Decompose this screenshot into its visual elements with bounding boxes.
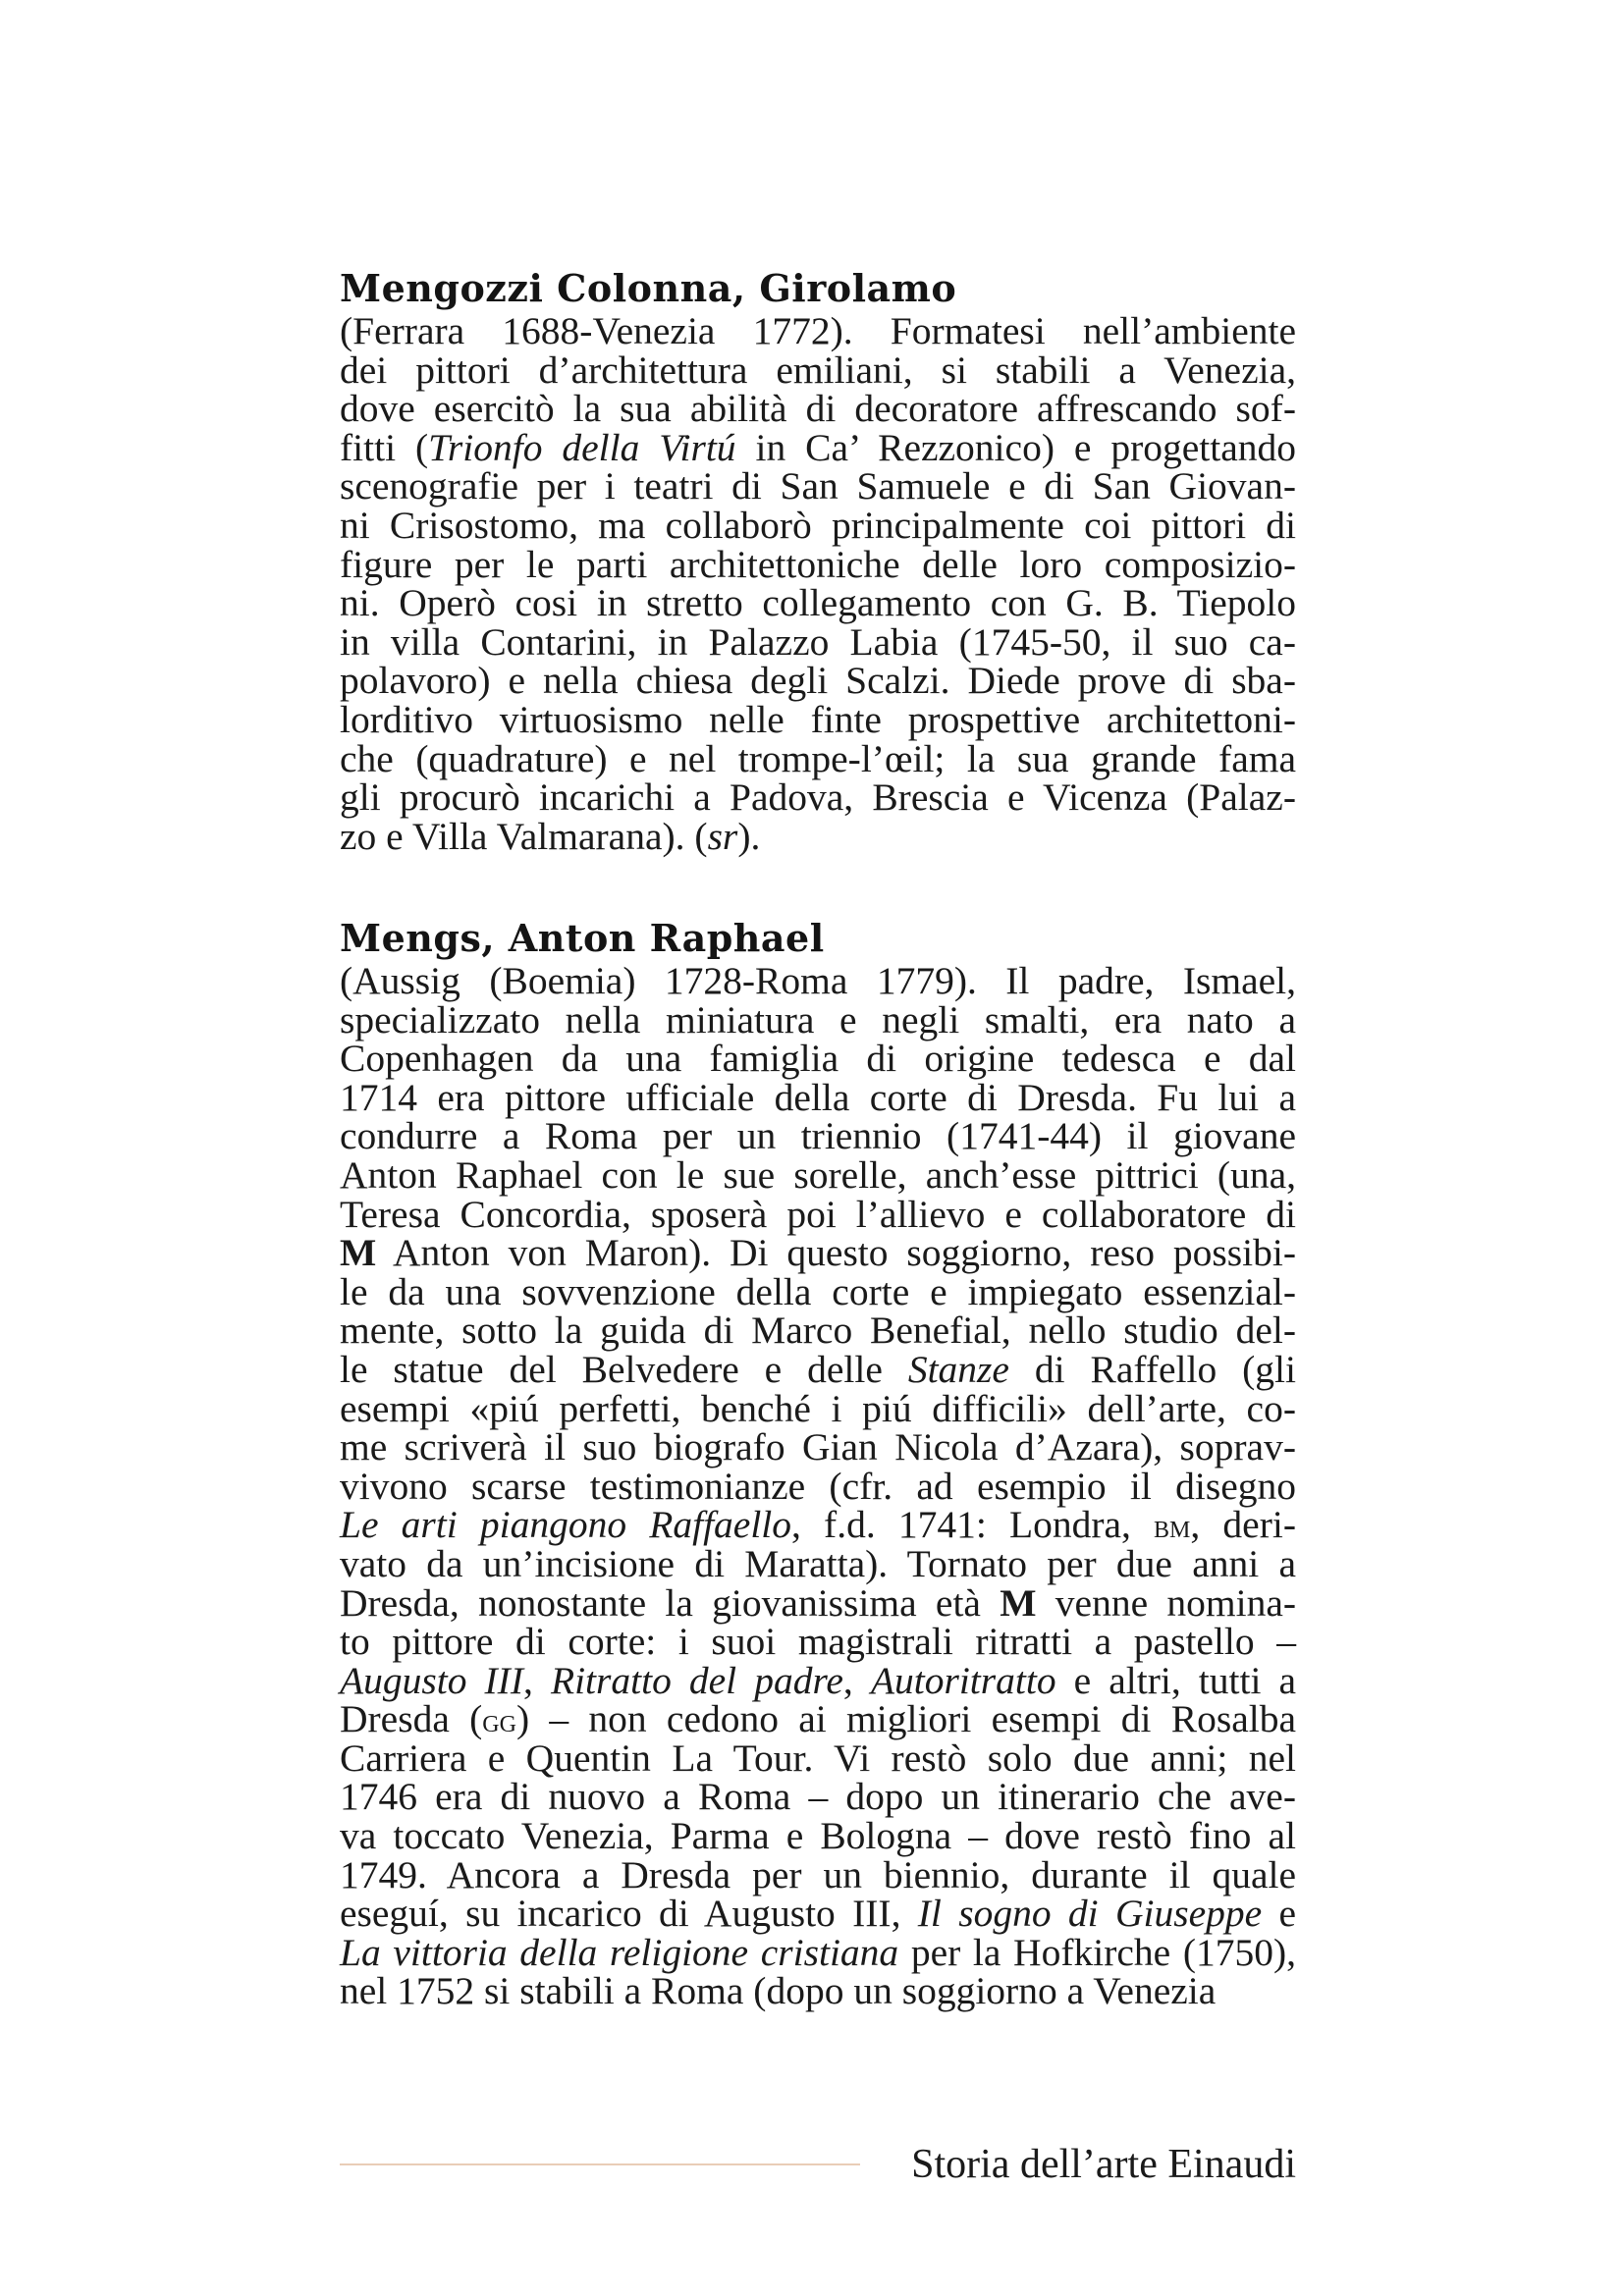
entry-title: Mengs, Anton Raphael bbox=[340, 916, 825, 960]
text-line bbox=[340, 1697, 1296, 1741]
text-line bbox=[340, 309, 1296, 352]
text-line bbox=[340, 814, 1296, 858]
text-line bbox=[340, 1192, 1296, 1236]
text-line bbox=[340, 1075, 1296, 1119]
text-line bbox=[340, 1541, 1296, 1585]
text-run: 1749. Ancora a Dresda per un biennio, durante il quale bbox=[340, 1852, 1296, 1896]
text-line bbox=[340, 1620, 1296, 1664]
text-run: di Raffello (gli bbox=[1008, 1347, 1297, 1391]
text-run: specializzato nella miniatura e negli smalti, era nato a bbox=[340, 997, 1296, 1041]
entry-mengs bbox=[340, 915, 1296, 2011]
footer-rule bbox=[340, 2163, 860, 2165]
text-run: ni. Operò cosi in stretto collegamento con G. B. Tiepolo bbox=[340, 581, 1296, 625]
text-run: (Aussig (Boemia) 1728-Roma 1779). Il padre, Ismael, bbox=[340, 959, 1296, 1002]
text-line bbox=[340, 1892, 1296, 1936]
text-line bbox=[340, 1775, 1296, 1819]
text-run: figure per le parti architettoniche delle loro composizio- bbox=[340, 542, 1296, 586]
text-run: ). bbox=[737, 814, 761, 858]
text-run: Teresa Concordia, sposerà poi l’allievo e collaboratore di bbox=[340, 1192, 1296, 1236]
text-run: nel 1752 si stabili a Roma (dopo un soggiorno a Venezia bbox=[340, 1969, 1217, 2013]
text-line bbox=[340, 1037, 1296, 1081]
text-run: le da una sovvenzione della corte e impiegato essenzial- bbox=[340, 1269, 1296, 1313]
text-line bbox=[340, 1308, 1296, 1353]
text-run: to pittore di corte: i suoi magistrali ritratti a pastello – bbox=[340, 1620, 1296, 1664]
text-line bbox=[340, 1814, 1296, 1858]
entry-mengozzi-colonna bbox=[340, 265, 1296, 856]
text-run: Trionfo della Virtú bbox=[428, 425, 736, 469]
text-run: La vittoria della religione cristiana bbox=[340, 1930, 899, 1974]
text-run: venne nomina- bbox=[1036, 1580, 1296, 1625]
text-line bbox=[340, 1152, 1296, 1197]
footer-title: Storia dell’arte Einaudi bbox=[911, 2142, 1296, 2187]
text-run: condurre a Roma per un triennio (1741-44) il giovane bbox=[340, 1114, 1296, 1158]
text-run: Stanze bbox=[907, 1347, 1009, 1391]
text-run: bm bbox=[1154, 1509, 1191, 1546]
text-run: , f.d. 1741: Londra, bbox=[791, 1503, 1155, 1547]
text-run: M bbox=[1000, 1580, 1037, 1625]
text-run: polavoro) e nella chiesa degli Scalzi. Diede prove di sba- bbox=[340, 659, 1296, 703]
text-run: Dresda, nonostante la giovanissima età bbox=[340, 1580, 1001, 1625]
text-run: 1746 era di nuovo a Roma – dopo un itinerario che ave- bbox=[340, 1775, 1296, 1819]
text-line bbox=[340, 1969, 1296, 2013]
text-run: , bbox=[842, 1658, 871, 1702]
entry-title: Mengozzi Colonna, Girolamo bbox=[340, 266, 957, 310]
text-line bbox=[340, 1269, 1296, 1313]
text-line bbox=[340, 1231, 1296, 1275]
text-run: dove esercitò la sua abilità di decoratore affrescando sof- bbox=[340, 387, 1296, 431]
text-run: zo e Villa Valmarana). ( bbox=[340, 814, 708, 858]
text-line bbox=[340, 1503, 1296, 1547]
text-run: sr bbox=[707, 814, 738, 858]
page-footer bbox=[340, 2140, 1296, 2189]
text-run: me scriverà il suo biografo Gian Nicola d’Azara), soprav- bbox=[340, 1425, 1296, 1469]
text-line bbox=[340, 1464, 1296, 1508]
text-line bbox=[340, 387, 1296, 431]
text-line bbox=[340, 503, 1296, 547]
text-run: Le arti piangono Raffaello bbox=[340, 1503, 792, 1547]
text-run: Il sogno di Giuseppe bbox=[917, 1892, 1263, 1936]
text-run: (Ferrara 1688-Venezia 1772). Formatesi nell’ambiente bbox=[340, 309, 1296, 352]
text-line bbox=[340, 1852, 1296, 1896]
text-line bbox=[340, 581, 1296, 625]
text-run: , deri- bbox=[1190, 1503, 1296, 1547]
text-run: 1714 era pittore ufficiale della corte di Dresda. Fu lui a bbox=[340, 1075, 1296, 1119]
entry-body bbox=[340, 959, 1297, 2013]
text-line bbox=[340, 1425, 1296, 1469]
text-line bbox=[340, 347, 1296, 392]
text-run: in Ca’ Rezzonico) e progettando bbox=[735, 425, 1296, 469]
text-run: , bbox=[523, 1658, 551, 1702]
text-run: e altri, tutti a bbox=[1055, 1658, 1297, 1702]
text-run: eseguí, su incarico di Augusto III, bbox=[340, 1892, 918, 1936]
text-line bbox=[340, 736, 1296, 780]
text-run: Copenhagen da una famiglia di origine tedesca e dal bbox=[340, 1037, 1296, 1081]
text-line bbox=[340, 1735, 1296, 1780]
text-run: mente, sotto la guida di Marco Benefial, nello studio del- bbox=[340, 1308, 1296, 1353]
text-run: dei pittori d’architettura emiliani, si stabili a Venezia, bbox=[340, 347, 1296, 392]
entry-body bbox=[340, 309, 1296, 858]
text-run: vato da un’incisione di Maratta). Tornato per due anni a bbox=[340, 1541, 1296, 1585]
text-run: va toccato Venezia, Parma e Bologna – dove restò fino al bbox=[340, 1814, 1296, 1858]
text-line bbox=[340, 425, 1296, 469]
text-run: vivono scarse testimonianze (cfr. ad esempio il disegno bbox=[340, 1464, 1296, 1508]
text-line bbox=[340, 1930, 1296, 1974]
text-line bbox=[340, 697, 1296, 741]
text-line bbox=[340, 1580, 1296, 1625]
text-line bbox=[340, 542, 1296, 586]
text-run: Autoritratto bbox=[870, 1658, 1056, 1702]
text-run: in villa Contarini, in Palazzo Labia (1745-50, il suo ca- bbox=[340, 619, 1296, 664]
text-run: M bbox=[340, 1231, 377, 1275]
text-run: ) – non cedono ai migliori esempi di Rosalba bbox=[515, 1697, 1296, 1741]
text-line bbox=[340, 775, 1296, 820]
text-run: gg bbox=[482, 1703, 516, 1740]
text-run: le statue del Belvedere e delle bbox=[340, 1347, 908, 1391]
text-run: per la Hofkirche (1750), bbox=[898, 1930, 1296, 1974]
text-run: esempi «piú perfetti, benché i piú difficili» dell’arte, co- bbox=[340, 1386, 1296, 1430]
text-run: scenografie per i teatri di San Samuele e di San Giovan- bbox=[340, 464, 1296, 508]
text-line bbox=[340, 1347, 1297, 1391]
text-line bbox=[340, 619, 1296, 664]
text-line bbox=[340, 1114, 1296, 1158]
text-line bbox=[340, 959, 1296, 1002]
text-run: ni Crisostomo, ma collaborò principalmente coi pittori di bbox=[340, 503, 1296, 547]
text-run: Anton Raphael con le sue sorelle, anch’esse pittrici (una, bbox=[340, 1152, 1296, 1197]
text-run: Ritratto del padre bbox=[550, 1658, 843, 1702]
text-line bbox=[340, 1386, 1296, 1430]
text-run: gli procurò incarichi a Padova, Brescia e Vicenza (Palaz- bbox=[340, 775, 1296, 820]
text-run: Carriera e Quentin La Tour. Vi restò solo due anni; nel bbox=[340, 1735, 1296, 1780]
text-line bbox=[340, 464, 1296, 508]
text-run: e bbox=[1262, 1892, 1296, 1936]
text-run: Augusto III bbox=[340, 1658, 523, 1702]
text-run: Anton von Maron). Di questo soggiorno, reso possibi- bbox=[376, 1231, 1296, 1275]
text-line bbox=[340, 659, 1296, 703]
text-line bbox=[340, 1658, 1297, 1702]
text-run: Dresda ( bbox=[340, 1697, 483, 1741]
text-run: fitti ( bbox=[340, 425, 429, 469]
text-run: lorditivo virtuosismo nelle finte prospettive architettoni- bbox=[340, 697, 1296, 741]
text-line bbox=[340, 997, 1296, 1041]
text-run: che (quadrature) e nel trompe-l’œil; la sua grande fama bbox=[340, 736, 1296, 780]
